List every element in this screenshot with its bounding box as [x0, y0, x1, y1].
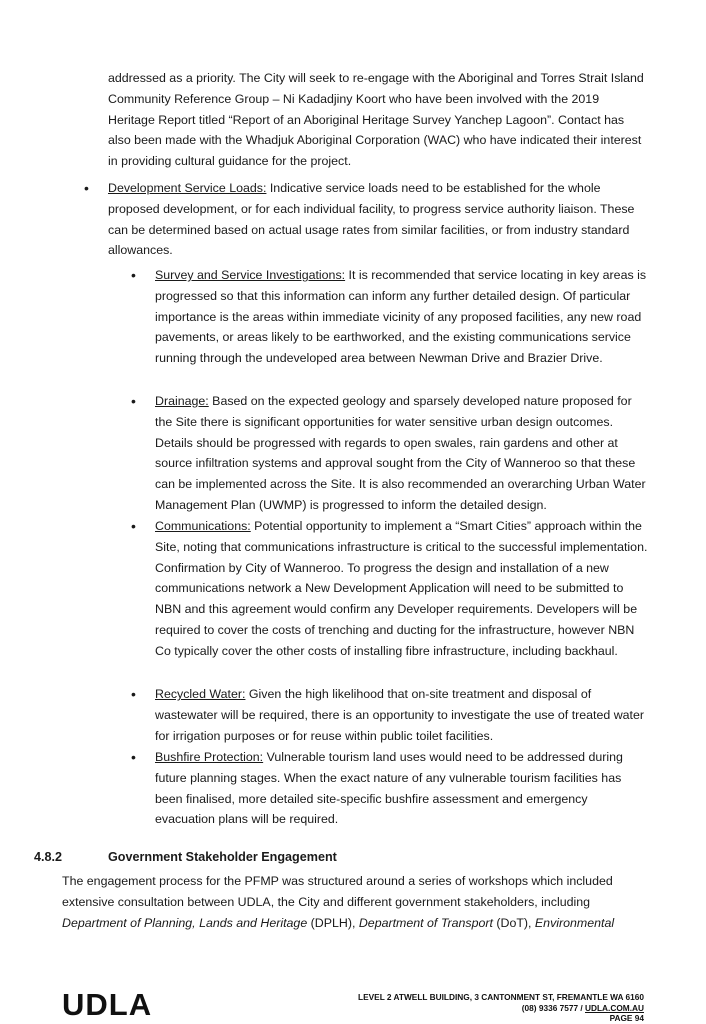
sub-bullet-marker: •	[131, 749, 136, 765]
paragraph-italic: Environmental	[534, 915, 615, 930]
sub-bullet-text: Vulnerable tourism land uses would need to be addressed during future planning stages. When the exact nature of any vulnerable tourism facilities has been finalised, more detailed site-specific bushfire assessment and emergency evacuation plans will be required.	[155, 750, 623, 827]
sub-bullet-text: Potential opportunity to implement a “Smart Cities” approach within the Site, noting that communications infrastructure is critical to the successful implementation. Confirmation by City of Wanneroo. To progress the design and installation of a new communications network a New Development Application will need to be submitted to NBN and this agreement would confirm any Developer requirements. Developers will be required to cover the costs of trenching and ducting for the infrastructure, however NBN Co typically cover the other costs of installing fibre infrastructure, including backhaul.	[155, 519, 648, 658]
paragraph-text: The engagement process for the PFMP was structured around a series of workshops which included extensive consultation between UDLA, the City and different government stakeholders, including	[62, 874, 613, 909]
udla-logo: UDLA	[62, 987, 153, 1022]
footer-phone: (08) 9336 7577	[521, 1002, 579, 1013]
sub-bullet-text: Based on the expected geology and sparsely developed nature proposed for the Site there is significant opportunities for water sensitive urban design outcomes. Details should be progressed with regards to open swales, rain gardens and other at source infiltration systems and approval sought from the City of Wanneroo so that these can be implemented across the Site. It is also recommended an overarching Urban Water Management Plan (UWMP) is progressed to inform the detailed design.	[155, 394, 646, 512]
bullet-marker: •	[84, 180, 89, 196]
footer-separator: /	[578, 1002, 585, 1013]
paragraph-italic: Department of Transport	[358, 915, 493, 930]
section-title: Government Stakeholder Engagement	[108, 850, 337, 864]
body-paragraph	[62, 871, 648, 933]
continuation-paragraph: addressed as a priority. The City will seek to re-engage with the Aboriginal and Torres Strait Island Community Reference Group – Ni Kadadjiny Koort who have been involved with the 2019 Heritage Report titled “Report of an Aboriginal Heritage Survey Yanchep Lagoon”. Contact has also been made with the Whadjuk Aboriginal Corporation (WAC) who have indicated their interest in providing cultural guidance for the project.	[108, 71, 644, 169]
sub-bullet-marker: •	[131, 518, 136, 534]
footer-contact	[358, 992, 644, 1024]
sub-bullet-recycled-water	[155, 684, 648, 746]
footer-website-link[interactable]: UDLA.COM.AU	[585, 1002, 644, 1013]
footer-phone-web	[358, 1003, 644, 1014]
sub-bullet-communications	[155, 516, 648, 662]
sub-bullet-bushfire	[155, 747, 648, 830]
sub-bullet-marker: •	[131, 393, 136, 409]
sub-bullet-title: Survey and Service Investigations:	[155, 268, 346, 282]
bullet-development-service-loads	[108, 178, 648, 261]
bullet-title: Development Service Loads:	[108, 181, 267, 195]
paragraph-text: (DPLH),	[307, 915, 359, 930]
sub-bullet-marker: •	[131, 267, 136, 283]
sub-bullet-title: Recycled Water:	[155, 687, 246, 701]
page-number: PAGE 94	[609, 1013, 644, 1023]
paragraph-italic: Department of Planning, Lands and Heritage	[62, 915, 308, 930]
bullet-text: Indicative service loads need to be established for the whole proposed development, or for each individual facility, to progress service authority liaison. These can be determined based on actual usage rates from similar facilities, or from industry standard allowances.	[108, 181, 635, 258]
section-number: 4.8.2	[34, 850, 63, 864]
sub-bullet-marker: •	[131, 686, 136, 702]
sub-bullet-text: It is recommended that service locating in key areas is progressed so that this information can inform any further detailed design. Of particular importance is the areas within immediate vicinity of any proposed facilities, any new road pavements, or areas likely to be earthworked, and the existing communications service running through the undeveloped area between Newman Drive and Brazier Drive.	[155, 268, 647, 366]
sub-bullet-survey	[155, 265, 648, 369]
sub-bullet-title: Communications:	[155, 519, 251, 533]
paragraph-text: (DoT),	[492, 915, 535, 930]
sub-bullet-drainage	[155, 391, 648, 516]
sub-bullet-text: Given the high likelihood that on-site treatment and disposal of wastewater will be required, there is an opportunity to investigate the use of treated water for irrigation purposes or for reuse within public toilet facilities.	[155, 687, 645, 743]
sub-bullet-title: Bushfire Protection:	[155, 750, 264, 764]
sub-bullet-title: Drainage:	[155, 394, 209, 408]
footer-address: LEVEL 2 ATWELL BUILDING, 3 CANTONMENT ST, FREMANTLE WA 6160	[358, 992, 644, 1002]
